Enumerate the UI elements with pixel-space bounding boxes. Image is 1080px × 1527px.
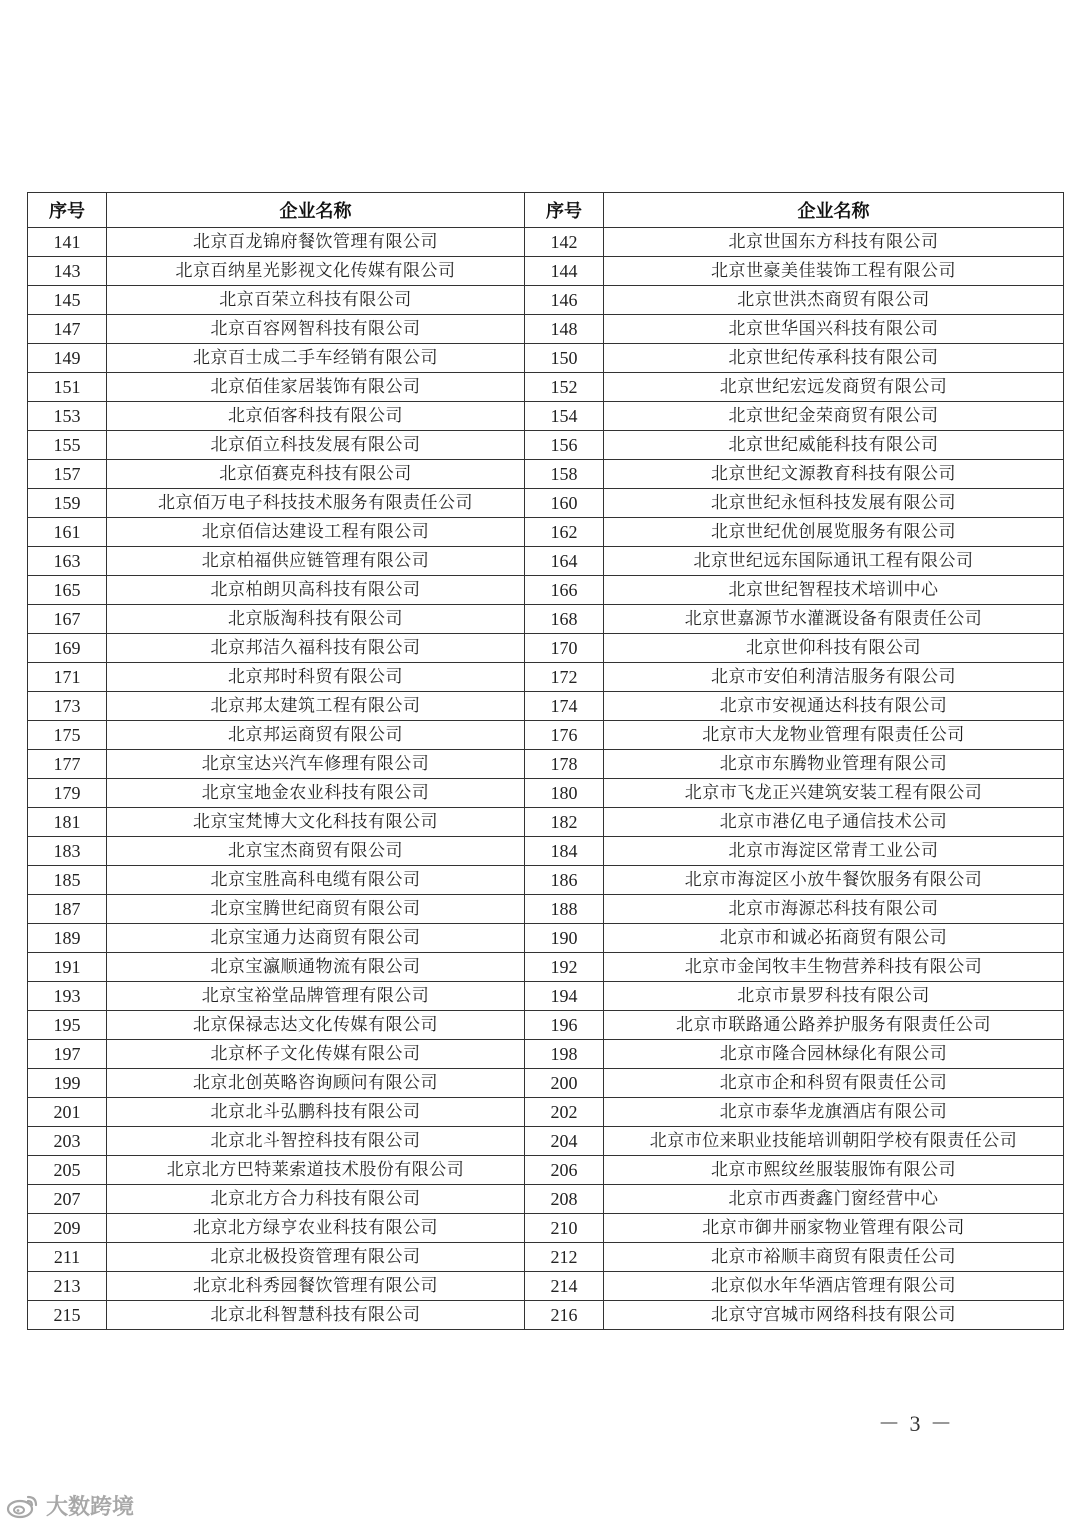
table-row [28,982,1064,1011]
table-row [28,750,1064,779]
row-index-left: 145 [28,286,107,315]
row-index-right: 184 [525,837,604,866]
company-name-left: 北京柏福供应链管理有限公司 [107,547,525,576]
row-index-left: 173 [28,692,107,721]
company-name-left: 北京宝地金农业科技有限公司 [107,779,525,808]
company-name-left: 北京佰赛克科技有限公司 [107,460,525,489]
company-name-left: 北京佰万电子科技技术服务有限责任公司 [107,489,525,518]
row-index-left: 171 [28,663,107,692]
page-number: － 3 － [878,1411,955,1436]
company-name-left: 北京杯子文化传媒有限公司 [107,1040,525,1069]
company-name-left: 北京宝达兴汽车修理有限公司 [107,750,525,779]
company-name-right: 北京世纪宏远发商贸有限公司 [604,373,1064,402]
company-name-left: 北京北创英略咨询顾问有限公司 [107,1069,525,1098]
table-row [28,663,1064,692]
company-name-right: 北京世豪美佳装饰工程有限公司 [604,257,1064,286]
company-name-right: 北京市和诚必拓商贸有限公司 [604,924,1064,953]
company-name-left: 北京北方合力科技有限公司 [107,1185,525,1214]
table-row [28,605,1064,634]
row-index-left: 165 [28,576,107,605]
company-name-right: 北京世纪金荣商贸有限公司 [604,402,1064,431]
table-row [28,431,1064,460]
row-index-right: 158 [525,460,604,489]
company-name-left: 北京佰信达建设工程有限公司 [107,518,525,547]
company-name-left: 北京宝腾世纪商贸有限公司 [107,895,525,924]
table-row [28,373,1064,402]
table-row [28,866,1064,895]
company-name-left: 北京北科智慧科技有限公司 [107,1301,525,1330]
company-list-table [27,192,1064,1330]
company-name-left: 北京版淘科技有限公司 [107,605,525,634]
row-index-left: 213 [28,1272,107,1301]
company-name-left: 北京北斗弘鹏科技有限公司 [107,1098,525,1127]
company-name-right: 北京市西赉鑫门窗经营中心 [604,1185,1064,1214]
row-index-right: 174 [525,692,604,721]
row-index-right: 204 [525,1127,604,1156]
company-name-right: 北京市御井丽家物业管理有限公司 [604,1214,1064,1243]
row-index-left: 155 [28,431,107,460]
header-company-name-right: 企业名称 [604,193,1064,228]
table-row [28,489,1064,518]
row-index-left: 187 [28,895,107,924]
company-name-right: 北京世纪远东国际通讯工程有限公司 [604,547,1064,576]
row-index-left: 159 [28,489,107,518]
table-row [28,808,1064,837]
row-index-left: 153 [28,402,107,431]
table-row [28,315,1064,344]
company-name-left: 北京邦时科贸有限公司 [107,663,525,692]
table-row [28,953,1064,982]
table-row [28,1127,1064,1156]
row-index-left: 175 [28,721,107,750]
company-name-left: 北京北斗智控科技有限公司 [107,1127,525,1156]
row-index-left: 203 [28,1127,107,1156]
company-name-right: 北京世纪传承科技有限公司 [604,344,1064,373]
table-row [28,1156,1064,1185]
company-name-left: 北京百士成二手车经销有限公司 [107,344,525,373]
row-index-left: 205 [28,1156,107,1185]
row-index-right: 206 [525,1156,604,1185]
row-index-left: 215 [28,1301,107,1330]
company-name-left: 北京百荣立科技有限公司 [107,286,525,315]
company-name-left: 北京佰立科技发展有限公司 [107,431,525,460]
row-index-right: 192 [525,953,604,982]
row-index-left: 189 [28,924,107,953]
company-name-left: 北京北极投资管理有限公司 [107,1243,525,1272]
row-index-right: 176 [525,721,604,750]
row-index-right: 178 [525,750,604,779]
table-row [28,547,1064,576]
company-name-left: 北京佰佳家居装饰有限公司 [107,373,525,402]
row-index-left: 161 [28,518,107,547]
company-name-left: 北京邦洁久福科技有限公司 [107,634,525,663]
table-row [28,576,1064,605]
company-name-right: 北京似水年华酒店管理有限公司 [604,1272,1064,1301]
row-index-right: 146 [525,286,604,315]
company-name-right: 北京市东腾物业管理有限公司 [604,750,1064,779]
row-index-left: 179 [28,779,107,808]
company-name-left: 北京宝裕堂品牌管理有限公司 [107,982,525,1011]
row-index-left: 157 [28,460,107,489]
row-index-left: 207 [28,1185,107,1214]
row-index-right: 198 [525,1040,604,1069]
company-name-right: 北京世仰科技有限公司 [604,634,1064,663]
company-name-left: 北京柏朗贝高科技有限公司 [107,576,525,605]
company-name-right: 北京市港亿电子通信技术公司 [604,808,1064,837]
row-index-right: 144 [525,257,604,286]
company-name-right: 北京市海淀区常青工业公司 [604,837,1064,866]
row-index-left: 167 [28,605,107,634]
row-index-right: 186 [525,866,604,895]
table-row [28,924,1064,953]
row-index-right: 180 [525,779,604,808]
row-index-left: 185 [28,866,107,895]
row-index-right: 208 [525,1185,604,1214]
table-row [28,344,1064,373]
company-name-right: 北京市金闰牧丰生物营养科技有限公司 [604,953,1064,982]
company-name-right: 北京世纪永恒科技发展有限公司 [604,489,1064,518]
company-name-right: 北京市泰华龙旗酒店有限公司 [604,1098,1064,1127]
company-name-left: 北京保禄志达文化传媒有限公司 [107,1011,525,1040]
company-name-right: 北京市海淀区小放牛餐饮服务有限公司 [604,866,1064,895]
company-name-left: 北京北科秀园餐饮管理有限公司 [107,1272,525,1301]
row-index-left: 151 [28,373,107,402]
row-index-right: 190 [525,924,604,953]
company-name-left: 北京邦运商贸有限公司 [107,721,525,750]
row-index-right: 164 [525,547,604,576]
table-row [28,1214,1064,1243]
row-index-left: 149 [28,344,107,373]
row-index-left: 141 [28,228,107,257]
company-name-right: 北京市飞龙正兴建筑安装工程有限公司 [604,779,1064,808]
row-index-right: 162 [525,518,604,547]
row-index-right: 194 [525,982,604,1011]
company-name-right: 北京市景罗科技有限公司 [604,982,1064,1011]
table-row [28,460,1064,489]
company-name-left: 北京百容网智科技有限公司 [107,315,525,344]
table-row [28,257,1064,286]
row-index-left: 191 [28,953,107,982]
company-name-left: 北京佰客科技有限公司 [107,402,525,431]
table-row [28,721,1064,750]
company-name-left: 北京百纳星光影视文化传媒有限公司 [107,257,525,286]
row-index-right: 168 [525,605,604,634]
row-index-right: 154 [525,402,604,431]
row-index-right: 196 [525,1011,604,1040]
row-index-left: 181 [28,808,107,837]
company-name-right: 北京市安伯利清洁服务有限公司 [604,663,1064,692]
header-index-left: 序号 [28,193,107,228]
table-row [28,779,1064,808]
company-name-right: 北京世国东方科技有限公司 [604,228,1064,257]
table-header-row [28,193,1064,228]
row-index-right: 172 [525,663,604,692]
table-row [28,1069,1064,1098]
company-name-right: 北京市大龙物业管理有限责任公司 [604,721,1064,750]
company-name-left: 北京北方绿亨农业科技有限公司 [107,1214,525,1243]
company-name-right: 北京世嘉源节水灌溉设备有限责任公司 [604,605,1064,634]
company-name-right: 北京世洪杰商贸有限公司 [604,286,1064,315]
header-index-right: 序号 [525,193,604,228]
row-index-right: 188 [525,895,604,924]
row-index-left: 195 [28,1011,107,1040]
company-name-right: 北京市熙纹丝服装服饰有限公司 [604,1156,1064,1185]
row-index-right: 212 [525,1243,604,1272]
company-name-right: 北京世纪文源教育科技有限公司 [604,460,1064,489]
company-name-right: 北京世纪智程技术培训中心 [604,576,1064,605]
table-row [28,1301,1064,1330]
company-name-right: 北京世华国兴科技有限公司 [604,315,1064,344]
row-index-right: 216 [525,1301,604,1330]
table-row [28,1098,1064,1127]
row-index-left: 143 [28,257,107,286]
company-name-right: 北京市企和科贸有限责任公司 [604,1069,1064,1098]
watermark-text: 大数跨境 [46,1495,135,1520]
company-name-right: 北京市隆合园林绿化有限公司 [604,1040,1064,1069]
company-name-right: 北京守宫城市网络科技有限公司 [604,1301,1064,1330]
table-row [28,1272,1064,1301]
table-row [28,1185,1064,1214]
table-body [28,228,1064,1330]
company-name-right: 北京世纪威能科技有限公司 [604,431,1064,460]
row-index-left: 193 [28,982,107,1011]
company-name-left: 北京宝通力达商贸有限公司 [107,924,525,953]
company-name-left: 北京北方巴特莱索道技术股份有限公司 [107,1156,525,1185]
table-row [28,634,1064,663]
row-index-right: 148 [525,315,604,344]
row-index-right: 166 [525,576,604,605]
table-row [28,692,1064,721]
row-index-left: 169 [28,634,107,663]
table-row [28,1243,1064,1272]
row-index-right: 152 [525,373,604,402]
row-index-left: 147 [28,315,107,344]
row-index-left: 183 [28,837,107,866]
company-name-left: 北京宝杰商贸有限公司 [107,837,525,866]
table-row [28,837,1064,866]
row-index-right: 214 [525,1272,604,1301]
row-index-left: 209 [28,1214,107,1243]
weibo-icon [6,1493,40,1519]
row-index-left: 199 [28,1069,107,1098]
row-index-right: 200 [525,1069,604,1098]
company-name-left: 北京宝瀛顺通物流有限公司 [107,953,525,982]
row-index-left: 177 [28,750,107,779]
row-index-right: 210 [525,1214,604,1243]
company-name-left: 北京邦太建筑工程有限公司 [107,692,525,721]
row-index-left: 163 [28,547,107,576]
company-name-left: 北京宝梵博大文化科技有限公司 [107,808,525,837]
row-index-right: 142 [525,228,604,257]
row-index-left: 197 [28,1040,107,1069]
company-name-right: 北京世纪优创展览服务有限公司 [604,518,1064,547]
row-index-right: 202 [525,1098,604,1127]
row-index-right: 150 [525,344,604,373]
company-name-left: 北京宝胜高科电缆有限公司 [107,866,525,895]
row-index-right: 156 [525,431,604,460]
table-row [28,402,1064,431]
company-name-right: 北京市裕顺丰商贸有限责任公司 [604,1243,1064,1272]
table-row [28,286,1064,315]
table-row [28,518,1064,547]
company-name-left: 北京百龙锦府餐饮管理有限公司 [107,228,525,257]
company-name-right: 北京市联路通公路养护服务有限责任公司 [604,1011,1064,1040]
row-index-left: 201 [28,1098,107,1127]
company-name-right: 北京市位来职业技能培训朝阳学校有限责任公司 [604,1127,1064,1156]
row-index-right: 170 [525,634,604,663]
row-index-right: 182 [525,808,604,837]
watermark [6,1490,134,1521]
company-name-right: 北京市海源芯科技有限公司 [604,895,1064,924]
row-index-left: 211 [28,1243,107,1272]
table-row [28,228,1064,257]
table-row [28,1011,1064,1040]
header-company-name-left: 企业名称 [107,193,525,228]
company-name-right: 北京市安视通达科技有限公司 [604,692,1064,721]
table-row [28,895,1064,924]
row-index-right: 160 [525,489,604,518]
table-row [28,1040,1064,1069]
